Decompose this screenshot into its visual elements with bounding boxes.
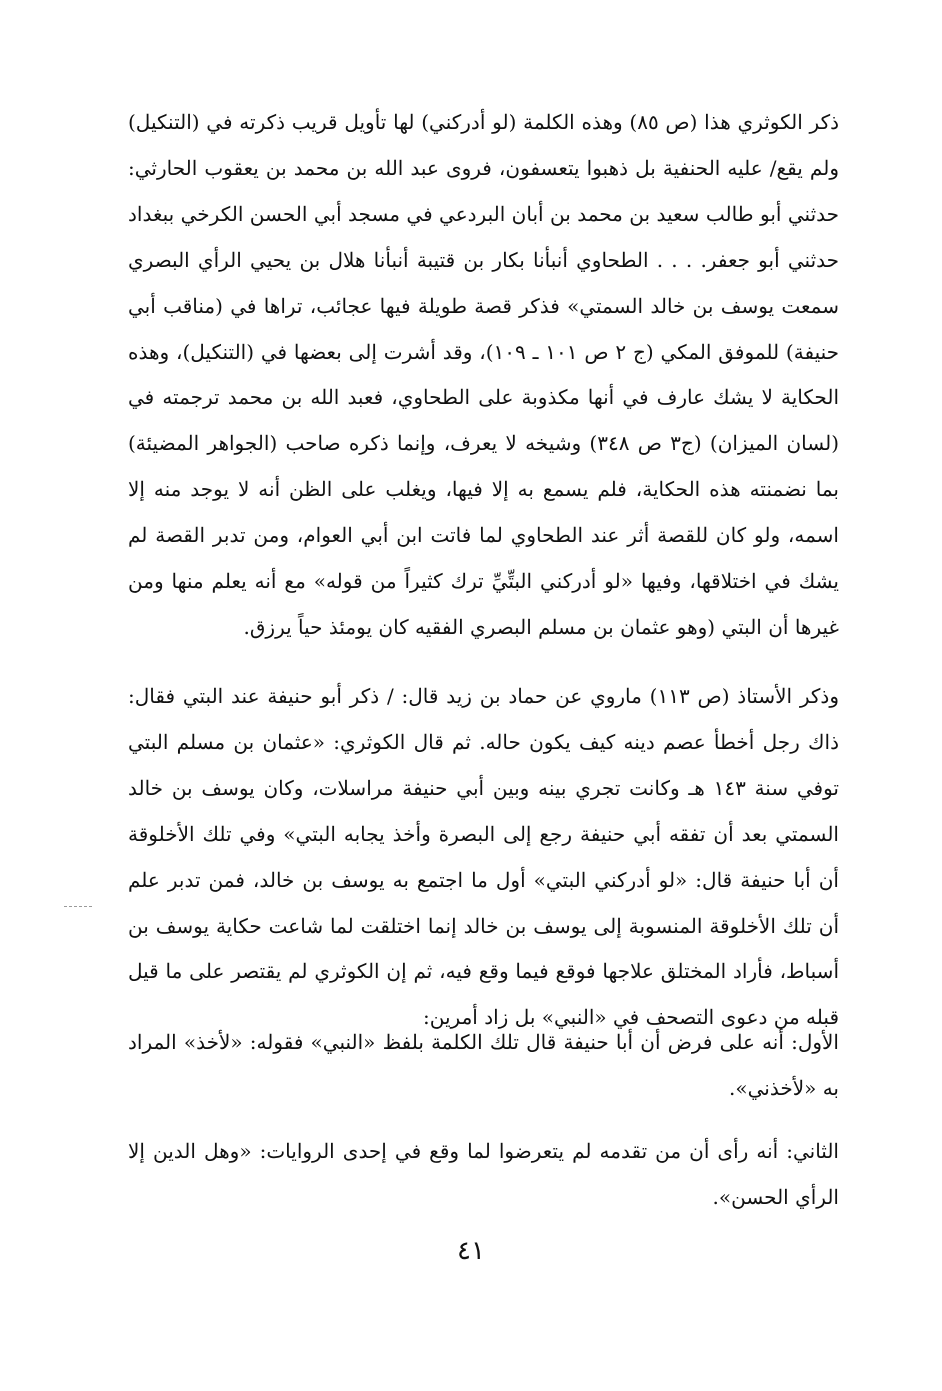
paragraph	[128, 1129, 839, 1221]
page-number: ٤١	[457, 1236, 485, 1266]
paragraph	[128, 100, 839, 651]
paragraph-text: الأول: أنه على فرض أن أبا حنيفة قال تلك الكلمة بلفظ «النبي» فقوله: «لأخذ» المراد به «لأخذني».	[128, 1030, 839, 1100]
paragraph-text: وذكر الأستاذ (ص ١١٣) ماروي عن حماد بن زيد قال: / ذكر أبو حنيفة عند البتي فقال: ذاك رجل أخطأ عصم دينه كيف يكون حاله. ثم قال الكوثري: «عثمان بن مسلم البتي توفي سنة ١٤٣ هـ وكانت تجري بينه وبين أبي حنيفة مراسلات، وكان يوسف بن خالد السمتي بعد أن تفقه أبي حنيفة رجع إلى البصرة وأخذ يجابه البتي» وفي تلك الأخلوقة أن أبا حنيفة قال: «لو أدركني البتي» أول ما اجتمع به يوسف بن خالد، فمن تدبر علم أن تلك الأخلوقة المنسوبة إلى يوسف بن خالد إنما اختلقت لما شاعت حكاية يوسف بن أسباط، فأراد المختلق علاجها فوقع فيما وقع فيه، ثم إن الكوثري لم يقتصر على ما قيل قبله من دعوى التصحف في «النبي» بل زاد أمرين:	[128, 684, 839, 1030]
paragraph-text: ذكر الكوثري هذا (ص ٨٥) وهذه الكلمة (لو أدركني) لها تأويل قريب ذكرته في (التنكيل) ولم يقع/ عليه الحنفية بل ذهبوا يتعسفون، فروى عبد الله بن محمد بن يعقوب الحارثي: حدثني أبو طالب سعيد بن محمد بن أبان البردعي في مسجد أبي الحسن الكرخي ببغداد حدثني أبو جعفر. . . . الطحاوي أنبأنا بكار بن قتيبة أنبأنا هلال بن يحيي الرأي البصري سمعت يوسف بن خالد السمتي» فذكر قصة طويلة فيها عجائب، تراها في (مناقب أبي حنيفة) للموفق المكي (ج ٢ ص ١٠١ ـ ١٠٩)، وقد أشرت إلى بعضها في (التنكيل)، وهذه الحكاية لا يشك عارف في أنها مكذوبة على الطحاوي، فعبد الله بن محمد ترجمته في (لسان الميزان) (ج٣ ص ٣٤٨) وشيخه لا يعرف، وإنما ذكره صاحب (الجواهر المضيئة) بما نضمنته هذه الحكاية، فلم يسمع به إلا فيها، ويغلب على الظن أنه لا يوجد منه إلا اسمه، ولو كان للقصة أثر عند الطحاوي لما فاتت ابن أبي العوام، ومن تدبر القصة لم يشك في اختلاقها، وفيها «لو أدركني البتِّيِّ ترك كثيراً من قوله» مع أنه يعلم منها ومن غيرها أن البتي (وهو عثمان بن مسلم البصري الفقيه كان يومئذ حياً يرزق.	[128, 110, 840, 639]
margin-mark	[64, 906, 92, 908]
paragraph-text: الثاني: أنه رأى أن من تقدمه لم يتعرضوا لما وقع في إحدى الروايات: «وهل الدين إلا الرأي الحسن».	[128, 1139, 839, 1209]
paragraph	[128, 674, 839, 1041]
paragraph	[128, 1020, 839, 1112]
